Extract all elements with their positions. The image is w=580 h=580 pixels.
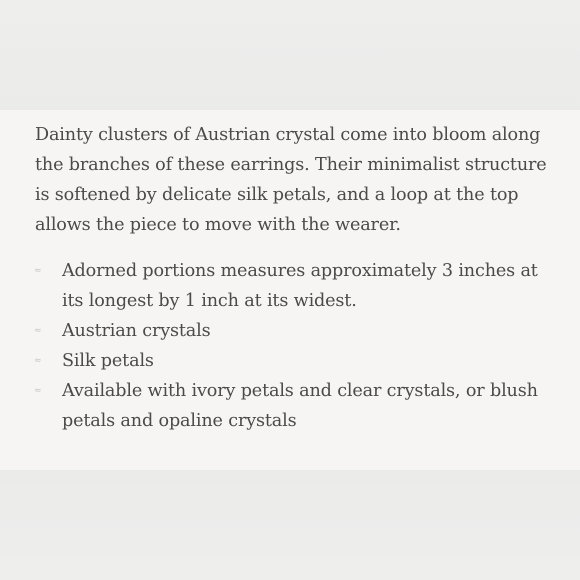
list-item — [0, 376, 580, 436]
feature-text: Silk petals — [62, 351, 154, 371]
feature-text: Austrian crystals — [62, 321, 211, 341]
bullet-icon: ≈ — [34, 356, 42, 366]
bottom-background-band — [0, 470, 580, 580]
feature-text: Adorned portions measures approximately 3 inches at its longest by 1 inch at its widest. — [62, 261, 538, 311]
list-item — [0, 256, 580, 316]
top-background-band — [0, 0, 580, 110]
list-item — [0, 346, 580, 376]
bullet-icon: ≈ — [34, 386, 42, 396]
list-item — [0, 316, 580, 346]
bullet-icon: ≈ — [34, 266, 42, 276]
feature-list — [0, 256, 580, 436]
feature-text: Available with ivory petals and clear crystals, or blush petals and opaline crystals — [62, 381, 538, 431]
bullet-icon: ≈ — [34, 326, 42, 336]
product-description: Dainty clusters of Austrian crystal come into bloom along the branches of these earrings. Their minimalist structure is softened by delicate silk petals, and a loop at the top allows the piece to move with the wearer. — [35, 125, 547, 235]
